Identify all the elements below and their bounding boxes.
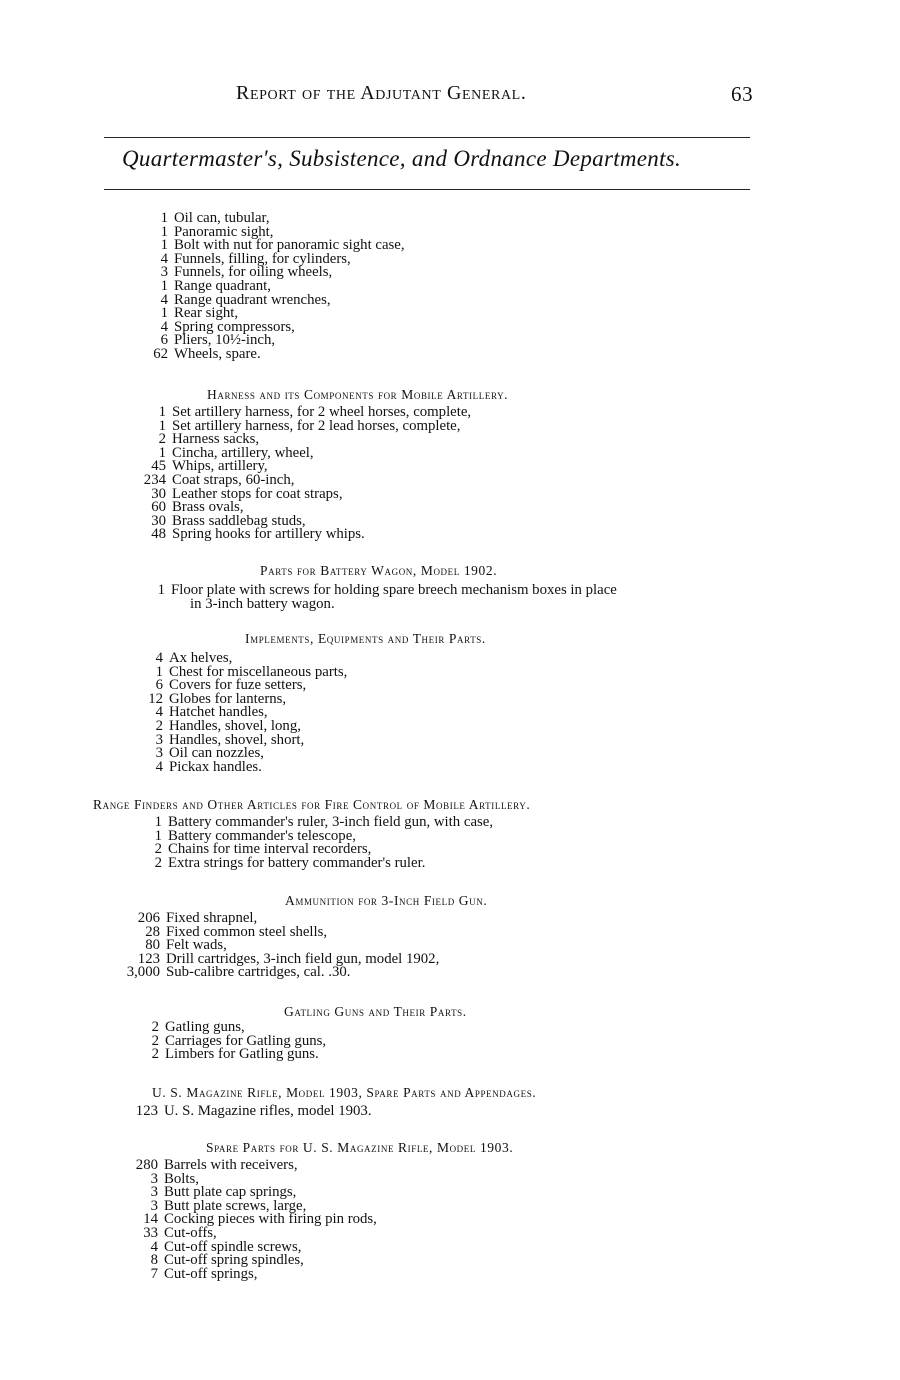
item-description: Pickax handles. [169, 758, 262, 775]
item-quantity: 2 [154, 841, 162, 858]
item-quantity: 1 [160, 277, 168, 294]
item-quantity: 48 [151, 526, 166, 543]
list-item [155, 758, 347, 775]
item-description: Funnels, filling, for cylinders, [174, 250, 351, 267]
item-description: Cut-off spindle screws, [164, 1238, 302, 1255]
item-description: Butt plate screws, large, [164, 1197, 307, 1214]
item-description: Handles, shovel, short, [169, 731, 305, 748]
section-title: Parts for Battery Wagon, Model 1902. [260, 563, 498, 578]
item-description: Bolt with nut for panoramic sight case, [174, 237, 405, 254]
item-quantity: 3 [155, 745, 163, 762]
item-description: Range quadrant, [174, 277, 271, 294]
item-description: Cocking pieces with firing pin rods, [164, 1211, 377, 1228]
item-description: Wheels, spare. [174, 345, 261, 362]
item-quantity: 2 [158, 431, 166, 448]
item-quantity: 1 [160, 210, 168, 226]
item-description: Pliers, 10½-inch, [174, 332, 276, 349]
item-quantity: 3 [150, 1197, 158, 1214]
item-list [154, 814, 494, 871]
item-quantity: 1 [154, 814, 162, 830]
list-item [126, 964, 439, 981]
item-description: Leather stops for coat straps, [172, 485, 343, 502]
item-description: Cincha, artillery, wheel, [172, 444, 314, 461]
item-description: Globes for lanterns, [169, 690, 287, 707]
item-description: Chains for time interval recorders, [168, 841, 372, 858]
item-quantity: 280 [135, 1157, 158, 1173]
item-quantity: 3 [155, 731, 163, 748]
item-description: Felt wads, [166, 937, 227, 954]
section-title: U. S. Magazine Rifle, Model 1903, Spare Parts and Appendages. [152, 1085, 537, 1100]
item-description: Battery commander's ruler, 3-inch field gun, with case, [168, 814, 494, 830]
item-description: Butt plate cap springs, [164, 1184, 297, 1201]
item-quantity: 1 [158, 444, 166, 461]
item-quantity: 28 [145, 923, 160, 940]
item-quantity: 30 [151, 512, 166, 529]
item-description: Range quadrant wrenches, [174, 291, 331, 308]
item-quantity: 1 [155, 663, 163, 680]
item-quantity: 7 [150, 1265, 158, 1282]
item-description: Bolts, [164, 1170, 199, 1187]
item-list [157, 582, 617, 612]
item-quantity: 30 [151, 485, 166, 502]
item-description: Sub-calibre cartridges, cal. .30. [166, 964, 351, 981]
item-description: Drill cartridges, 3-inch field gun, model 1902, [166, 950, 440, 967]
item-description: Ax helves, [169, 650, 233, 666]
item-description: Hatchet handles, [169, 704, 268, 721]
list-item [171, 595, 617, 612]
item-description: Spring compressors, [174, 318, 295, 335]
item-quantity: 6 [155, 677, 163, 694]
item-quantity: 123 [135, 1103, 158, 1119]
item-quantity: 14 [143, 1211, 158, 1228]
item-description: Barrels with receivers, [164, 1157, 298, 1173]
item-quantity: 8 [150, 1252, 158, 1269]
item-description: Panoramic sight, [174, 223, 274, 240]
item-description: Gatling guns, [165, 1019, 245, 1035]
item-description: Coat straps, 60-inch, [172, 471, 295, 488]
item-description: Oil can nozzles, [169, 745, 264, 762]
item-list [151, 1019, 327, 1063]
item-description: Chest for miscellaneous parts, [169, 663, 348, 680]
item-description: Fixed common steel shells, [166, 923, 328, 940]
list-item [153, 345, 405, 362]
item-description: Covers for fuze setters, [169, 677, 307, 694]
running-header [236, 82, 756, 105]
item-description: Limbers for Gatling guns. [165, 1046, 319, 1063]
page-number: 63 [731, 82, 754, 106]
item-quantity: 4 [160, 291, 168, 308]
item-description: Cut-offs, [164, 1224, 217, 1241]
item-quantity: 1 [160, 237, 168, 254]
item-quantity: 12 [148, 690, 163, 707]
item-quantity: 45 [151, 458, 166, 475]
item-description: Brass saddlebag studs, [172, 512, 306, 529]
item-quantity: 1 [154, 827, 162, 844]
section-title: Harness and its Components for Mobile Artillery. [207, 387, 509, 402]
item-description: Oil can, tubular, [174, 210, 270, 226]
item-quantity: 33 [143, 1224, 158, 1241]
item-quantity: 3 [150, 1170, 158, 1187]
item-list [148, 650, 348, 775]
top-rule [104, 137, 750, 138]
item-quantity: 2 [155, 717, 163, 734]
item-description: in 3-inch battery wagon. [190, 595, 335, 612]
item-description: Floor plate with screws for holding spare breech mechanism boxes in place [171, 582, 617, 598]
item-list [153, 210, 405, 362]
item-description: Handles, shovel, long, [169, 717, 301, 734]
item-quantity: 4 [150, 1238, 158, 1255]
item-description: Harness sacks, [172, 431, 260, 448]
item-quantity: 2 [151, 1032, 159, 1049]
item-quantity: 1 [157, 582, 165, 598]
item-quantity: 2 [151, 1019, 159, 1035]
item-description: Set artillery harness, for 2 lead horses, complete, [172, 417, 461, 434]
list-item [151, 526, 471, 543]
list-item [135, 1103, 372, 1119]
item-quantity: 4 [155, 758, 163, 775]
section-title: Gatling Guns and Their Parts. [284, 1004, 467, 1019]
item-quantity: 4 [155, 704, 163, 721]
item-quantity: 3 [150, 1184, 158, 1201]
item-description: Whips, artillery, [172, 458, 268, 475]
item-quantity: 1 [158, 417, 166, 434]
item-quantity: 2 [154, 854, 162, 871]
item-quantity: 6 [160, 332, 168, 349]
item-description: Funnels, for oiling wheels, [174, 264, 333, 281]
item-description: Set artillery harness, for 2 wheel horses, complete, [172, 404, 472, 420]
item-quantity: 1 [160, 305, 168, 322]
item-quantity: 80 [145, 937, 160, 954]
item-quantity: 62 [153, 345, 168, 362]
item-description: Carriages for Gatling guns, [165, 1032, 327, 1049]
item-quantity: 4 [160, 318, 168, 335]
item-quantity: 234 [143, 471, 166, 488]
item-description: Cut-off springs, [164, 1265, 258, 1282]
item-quantity: 4 [160, 250, 168, 267]
item-description: Fixed shrapnel, [166, 910, 258, 926]
header-title: Report of the Adjutant General. [236, 82, 527, 104]
item-description: Battery commander's telescope, [168, 827, 356, 844]
section-title: Implements, Equipments and Their Parts. [245, 631, 486, 646]
item-list [135, 1103, 372, 1119]
item-list [126, 910, 440, 981]
item-list [135, 1157, 377, 1282]
item-quantity: 206 [137, 910, 160, 926]
section-title: Range Finders and Other Articles for Fire Control of Mobile Artillery. [93, 797, 531, 812]
item-description: Brass ovals, [172, 499, 244, 516]
item-quantity: 3 [160, 264, 168, 281]
item-description: U. S. Magazine rifles, model 1903. [164, 1103, 372, 1119]
item-quantity: 123 [137, 950, 160, 967]
list-item [150, 1265, 377, 1282]
item-description: Rear sight, [174, 305, 239, 322]
section-title: Spare Parts for U. S. Magazine Rifle, Model 1903. [206, 1140, 514, 1155]
item-list [143, 404, 472, 543]
item-quantity: 60 [151, 499, 166, 516]
list-item [151, 1046, 326, 1063]
item-quantity: 3,000 [126, 964, 160, 981]
item-description: Cut-off spring spindles, [164, 1252, 304, 1269]
item-quantity: 4 [155, 650, 163, 666]
page-subtitle: Quartermaster's, Subsistence, and Ordnance Departments. [122, 146, 682, 171]
item-quantity: 2 [151, 1046, 159, 1063]
section-title: Ammunition for 3-Inch Field Gun. [285, 893, 488, 908]
item-description: Spring hooks for artillery whips. [172, 526, 365, 543]
bottom-rule [104, 189, 750, 190]
list-item [154, 854, 493, 871]
item-description: Extra strings for battery commander's ruler. [168, 854, 426, 871]
item-quantity: 1 [158, 404, 166, 420]
item-quantity: 1 [160, 223, 168, 240]
